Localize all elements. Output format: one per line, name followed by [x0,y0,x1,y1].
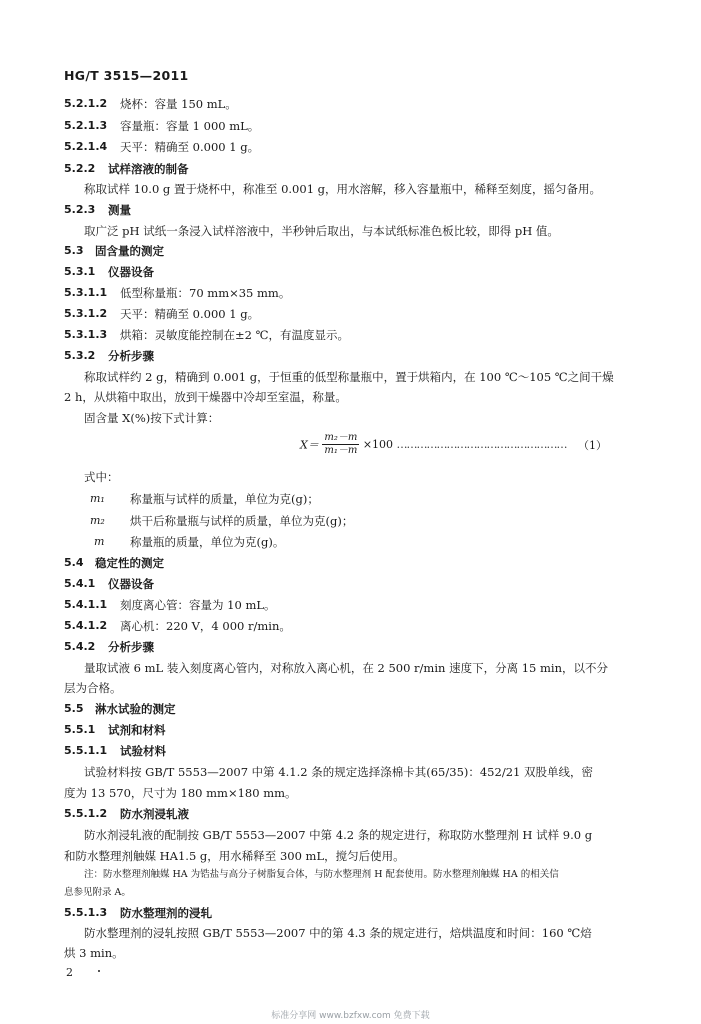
paragraph-5-5-1-2-line-2: 和防水整理剂触媒 HA1.5 g，用水稀释至 300 mL，搅匀后使用。 [64,849,405,863]
paragraph-5-5-1-1-line-2: 度为 13 570，尺寸为 180 mm×180 mm。 [64,786,297,800]
clause-text: 低型称量瓶：70 mm×35 mm。 [120,286,291,300]
variable-symbol: m₁ [90,492,105,505]
formula-fraction [322,432,359,457]
note-line-1: 注：防水整理剂触媒 HA 为锆盐与高分子树脂复合体，与防水整理剂 H 配套使用。防水整理剂触媒 HA 的相关信 [84,869,559,880]
paragraph-5-3-2-line-1: 称取试样约 2 g，精确到 0.001 g，于恒重的低型称量瓶中，置于烘箱内，在 100 ℃～105 ℃之间干燥 [84,370,614,384]
heading-text: 分析步骤 [108,349,154,363]
heading-text: 稳定性的测定 [95,556,164,570]
paragraph-5-5-1-2-line-1: 防水剂浸轧液的配制按 GB/T 5553—2007 中第 4.2 条的规定进行，称取防水整理剂 H 试样 9.0 g [84,828,593,842]
clause-number: 5.3.2 [64,349,96,362]
variable-description: 称量瓶与试样的质量，单位为克(g)； [130,492,319,506]
clause-number: 5.5.1.1 [64,744,108,757]
formula-numerator: m₂－m [324,432,358,443]
paragraph-5-3-2-line-3: 固含量 X(%)按下式计算： [84,411,220,425]
clause-number: 5.4 [64,556,84,569]
variable-description: 烘干后称量瓶与试样的质量，单位为克(g)； [130,514,354,528]
paragraph-5-2-3: 取广泛 pH 试纸一条浸入试样溶液中，半秒钟后取出，与本试纸标准色板比较，即得 pH 值。 [84,224,559,238]
clause-number: 5.5 [64,702,84,715]
clause-number: 5.4.2 [64,640,96,653]
formula-multiplier: ×100 [362,438,394,451]
scan-speck [98,970,100,972]
clause-text: 刻度离心管：容量为 10 mL。 [120,598,276,612]
clause-number: 5.5.1.3 [64,906,108,919]
formula-lhs: X＝ [300,438,319,452]
clause-number: 5.4.1.1 [64,598,108,611]
heading-text: 防水整理剂的浸轧 [120,906,212,920]
standard-number: HG/T 3515—2011 [64,68,189,83]
variable-symbol: m [94,535,105,548]
heading-text: 固含量的测定 [95,244,164,258]
clause-number: 5.3.1.1 [64,286,108,299]
clause-number: 5.4.1.2 [64,619,108,632]
where-label: 式中： [84,470,119,484]
heading-text: 防水剂浸轧液 [120,807,189,821]
heading-text: 分析步骤 [108,640,154,654]
clause-number: 5.4.1 [64,577,96,590]
clause-text: 烧杯：容量 150 mL。 [120,97,237,111]
heading-text: 仪器设备 [108,265,154,279]
clause-number: 5.3.1 [64,265,96,278]
heading-text: 测量 [108,203,131,217]
paragraph-5-4-2-line-1: 量取试液 6 mL 装入刻度离心管内，对称放入离心机，在 2 500 r/min 速度下，分离 15 min，以不分 [84,661,609,675]
formula-1 [300,432,607,462]
paragraph-5-5-1-3-line-2: 烘 3 min。 [64,946,124,960]
paragraph-5-2-2: 称取试样 10.0 g 置于烧杯中，称准至 0.001 g，用水溶解，移入容量瓶中，稀释至刻度，摇匀备用。 [84,182,602,196]
clause-text: 天平：精确至 0.000 1 g。 [120,140,260,154]
heading-text: 试剂和材料 [108,723,166,737]
variable-description: 称量瓶的质量，单位为克(g)。 [130,535,285,549]
clause-number: 5.3 [64,244,84,257]
heading-text: 试样溶液的制备 [108,162,189,176]
heading-text: 淋水试验的测定 [95,702,176,716]
clause-text: 烘箱：灵敏度能控制在±2 ℃，有温度显示。 [120,328,349,342]
page-number: 2 [66,966,73,979]
clause-number: 5.2.1.4 [64,140,108,153]
heading-text: 仪器设备 [108,577,154,591]
paragraph-5-4-2-line-2: 层为合格。 [64,681,122,695]
variable-symbol: m₂ [90,514,105,527]
note-line-2: 息参见附录 A。 [64,887,131,898]
paragraph-5-3-2-line-2: 2 h，从烘箱中取出，放到干燥器中冷却至室温，称量。 [64,390,347,404]
clause-text: 离心机：220 V，4 000 r/min。 [120,619,291,633]
clause-number: 5.2.3 [64,203,96,216]
formula-label: （1） [578,438,608,452]
clause-number: 5.2.1.3 [64,119,108,132]
paragraph-5-5-1-1-line-1: 试验材料按 GB/T 5553—2007 中第 4.1.2 条的规定选择涤棉卡其(65/35)：452/21 双股单线，密 [84,765,593,779]
clause-number: 5.5.1 [64,723,96,736]
clause-text: 天平：精确至 0.000 1 g。 [120,307,260,321]
clause-number: 5.2.2 [64,162,96,175]
clause-number: 5.5.1.2 [64,807,108,820]
clause-number: 5.2.1.2 [64,97,108,110]
formula-denominator: m₁－m [324,445,358,456]
footer-watermark: 标准分享网 www.bzfxw.com 免费下载 [271,1011,430,1021]
clause-number: 5.3.1.2 [64,307,108,320]
formula-leader-dots: …………………………………………… [396,438,567,451]
clause-number: 5.3.1.3 [64,328,108,341]
clause-text: 容量瓶：容量 1 000 mL。 [120,119,260,133]
paragraph-5-5-1-3-line-1: 防水整理剂的浸轧按照 GB/T 5553—2007 中的第 4.3 条的规定进行，焙烘温度和时间：160 ℃焙 [84,926,592,940]
heading-text: 试验材料 [120,744,166,758]
